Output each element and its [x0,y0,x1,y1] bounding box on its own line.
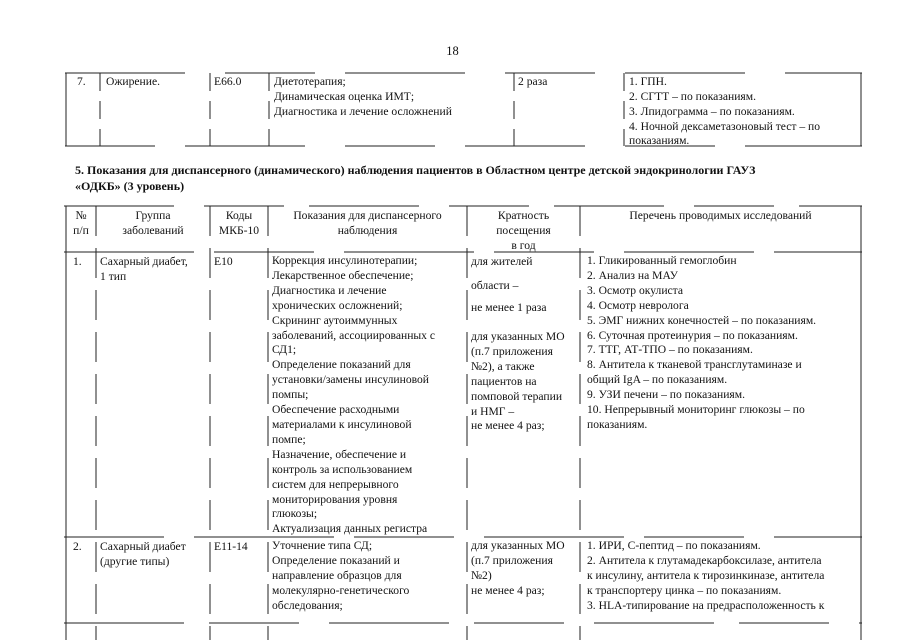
study-line: 4. Ночной дексаметазоновый тест – по [629,120,821,133]
header-code: Коды МКБ-10 [218,209,260,237]
indication-line: Диетотерапия; [274,75,346,88]
studies-list: 1. ИРИ, С-пептид – по показаниям. 2. Антитела к глутамадекарбоксилазе, антитела к инсулину, антитела к тирозинкиназе, антитела к транспортеру цинка – по показаниям. 3. HLA-типирование на предрасположенность к [587,539,825,612]
row-number: 7. [77,75,86,88]
indications-list: Коррекция инсулинотерапии; Лекарственное обеспечение; Диагностика и лечение хронических осложнений; Скрининг аутоиммунных заболеваний, ассоциированных с СД1; Определение показаний для установки/замены инсулиновой помпы; Обеспечение расходными материалами к инсулиновой помпе; Назначение, обеспечение и контроль за использованием систем для непрерывного мониторирования уровня глюкозы; Актуализация данных регистра [272,254,436,536]
section-title: 5. Показания для диспансерного (динамического) наблюдения пациентов в Областном центре детской эндокринологии ГАУЗ «ОДКБ» (3 уровень) [75,163,756,193]
indication-line: Диагностика и лечение осложнений [274,105,452,118]
study-line: показаниям. [629,134,690,147]
frequency-block: для указанных МО (п.7 приложения №2) не менее 4 раз; [471,539,565,597]
row-number: 2. [73,540,82,553]
disease-group: Сахарный диабет (другие типы) [100,540,186,568]
frequency-line: для жителей [471,255,533,268]
study-line: 3. Лпидограмма – по показаниям. [629,105,795,118]
header-indications: Показания для диспансерного наблюдения [293,209,442,237]
visit-frequency: 2 раза [518,75,548,88]
header-frequency: Кратность посещения в год [496,209,551,252]
icd-code: E11-14 [214,540,248,553]
studies-list: 1. Гликированный гемоглобин 2. Анализ на МАУ 3. Осмотр окулиста 4. Осмотр невролога 5. ЭМГ нижних конечностей – по показаниям. 6. Суточная протеинурия – по показаниям. 7. ТТГ, АТ-ТПО – по показаниям. 8. Антитела к тканевой трансглутаминазе и общий IgA – по показаниям. 9. УЗИ печени – по показаниям. 10. Непрерывный мониторинг глюкозы – по показаниям. [587,254,817,431]
row-number: 1. [73,255,82,268]
disease-group: Ожирение. [106,75,160,88]
frequency-block: для указанных МО (п.7 приложения №2), а также пациентов на помповой терапии и НМГ – не менее 4 раз; [471,330,565,433]
icd-code: E10 [214,255,233,268]
disease-group: Сахарный диабет, 1 тип [100,255,188,283]
study-line: 1. ГПН. [629,75,667,88]
header-group: Группа заболеваний [122,209,184,237]
indications-list: Уточнение типа СД; Определение показаний и направление образцов для молекулярно-генетического обследования; [272,539,410,612]
frequency-line: области – [471,279,519,292]
indication-line: Динамическая оценка ИМТ; [274,90,415,103]
icd-code: E66.0 [214,75,242,88]
page-number: 18 [446,44,459,58]
header-studies: Перечень проводимых исследований [629,209,812,222]
study-line: 2. СГТТ – по показаниям. [629,90,756,103]
frequency-line: не менее 1 раза [471,301,547,314]
header-num: № п/п [73,209,89,237]
